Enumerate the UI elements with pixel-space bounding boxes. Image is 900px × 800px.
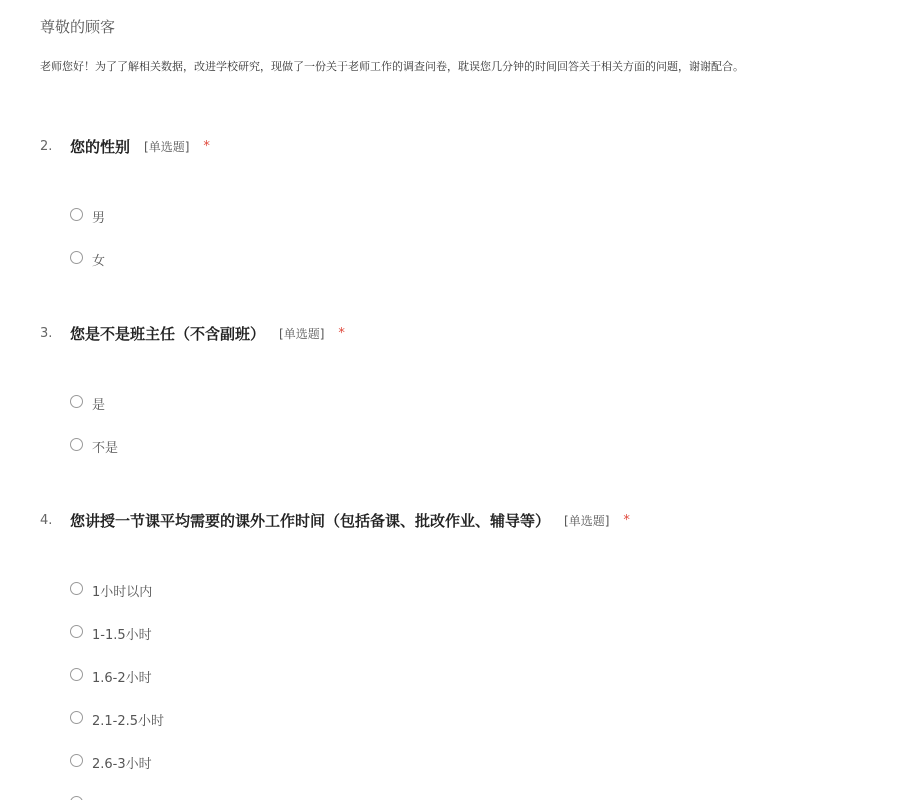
greeting-heading: 尊敬的顾客 bbox=[40, 18, 116, 36]
option-male[interactable] bbox=[70, 207, 105, 225]
question-title: 您讲授一节课平均需要的课外工作时间（包括备课、批改作业、辅导等） bbox=[70, 512, 551, 530]
question-title: 您是不是班主任（不含副班） bbox=[70, 325, 266, 343]
radio-button[interactable] bbox=[70, 251, 83, 264]
question-type-label: [单选题] bbox=[144, 140, 190, 154]
option-label[interactable]: 2.6-3小时 bbox=[92, 756, 152, 772]
radio-button[interactable] bbox=[70, 754, 83, 767]
option-female[interactable] bbox=[70, 250, 105, 268]
option-label[interactable]: 1-1.5小时 bbox=[92, 627, 152, 643]
option-2.6-to-3-hours[interactable] bbox=[70, 753, 152, 771]
option-label[interactable]: 不是 bbox=[92, 440, 119, 456]
option-label[interactable]: 1小时以内 bbox=[92, 584, 153, 600]
question-title: 您的性别 bbox=[70, 138, 131, 156]
radio-button[interactable] bbox=[70, 582, 83, 595]
question-number: 2. bbox=[40, 139, 53, 154]
question-2-header bbox=[40, 136, 210, 157]
radio-button[interactable] bbox=[70, 438, 83, 451]
option-next-partial[interactable] bbox=[70, 795, 83, 800]
radio-button[interactable] bbox=[70, 668, 83, 681]
option-label[interactable]: 2.1-2.5小时 bbox=[92, 713, 165, 729]
radio-button[interactable] bbox=[70, 395, 83, 408]
intro-text: 老师您好！为了了解相关数据，改进学校研究，现做了一份关于老师工作的调查问卷，耽误您几分钟的时间回答关于相关方面的问题，谢谢配合。 bbox=[40, 60, 744, 73]
radio-button[interactable] bbox=[70, 711, 83, 724]
option-label[interactable]: 是 bbox=[92, 397, 106, 413]
option-within-1-hour[interactable] bbox=[70, 581, 152, 599]
option-label[interactable]: 1.6-2小时 bbox=[92, 670, 152, 686]
question-3-header bbox=[40, 323, 345, 344]
option-no[interactable] bbox=[70, 437, 118, 455]
required-mark: * bbox=[623, 513, 630, 528]
required-mark: * bbox=[203, 139, 210, 154]
option-1-to-1.5-hours[interactable] bbox=[70, 624, 152, 642]
required-mark: * bbox=[338, 326, 345, 341]
question-type-label: [单选题] bbox=[279, 327, 325, 341]
question-type-label: [单选题] bbox=[564, 514, 610, 528]
question-4-header bbox=[40, 510, 630, 531]
radio-button[interactable] bbox=[70, 796, 83, 800]
question-number: 3. bbox=[40, 326, 53, 341]
option-label[interactable]: 女 bbox=[92, 253, 106, 269]
option-yes[interactable] bbox=[70, 394, 105, 412]
option-1.6-to-2-hours[interactable] bbox=[70, 667, 152, 685]
option-2.1-to-2.5-hours[interactable] bbox=[70, 710, 164, 728]
question-number: 4. bbox=[40, 513, 53, 528]
radio-button[interactable] bbox=[70, 208, 83, 221]
radio-button[interactable] bbox=[70, 625, 83, 638]
option-label[interactable]: 男 bbox=[92, 210, 106, 226]
